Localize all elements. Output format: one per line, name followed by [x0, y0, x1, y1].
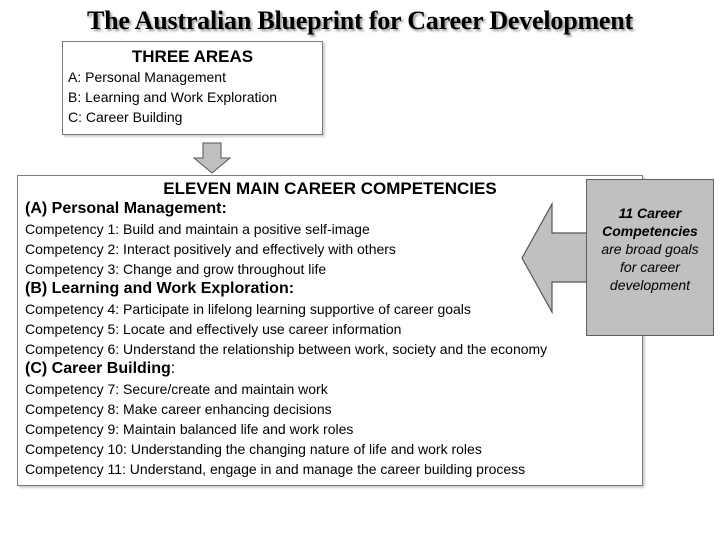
competency-item: Competency 9: Maintain balanced life and work roles — [25, 421, 354, 437]
section-a-heading: (A) Personal Management: — [25, 200, 227, 217]
section-c-label: (C) Career Building — [25, 360, 171, 377]
area-item-b: B: Learning and Work Exploration — [68, 89, 278, 105]
callout-line-2: Competencies — [602, 223, 698, 239]
section-c-heading — [18, 359, 642, 379]
callout-line-5: development — [609, 277, 691, 293]
competencies-heading: ELEVEN MAIN CAREER COMPETENCIES — [163, 179, 497, 198]
callout-box — [586, 179, 714, 336]
down-arrow-icon — [190, 142, 234, 175]
section-c-colon: : — [170, 360, 176, 377]
competency-item: Competency 5: Locate and effectively use career information — [25, 321, 402, 337]
competency-item: Competency 10: Understanding the changing nature of life and work roles — [25, 441, 482, 457]
three-areas-box — [62, 41, 323, 135]
callout-line-3: are broad goals — [601, 241, 699, 257]
competency-item: Competency 4: Participate in lifelong learning supportive of career goals — [25, 301, 471, 317]
page-title: The Australian Blueprint for Career Development — [87, 6, 633, 35]
three-areas-heading: THREE AREAS — [131, 47, 254, 66]
competency-item: Competency 7: Secure/create and maintain work — [25, 381, 328, 397]
left-arrow-icon — [518, 200, 590, 318]
area-item-c: C: Career Building — [68, 109, 183, 125]
competency-item: Competency 8: Make career enhancing decisions — [25, 401, 332, 417]
competency-item: Competency 1: Build and maintain a positive self-image — [25, 221, 370, 237]
competency-item: Competency 6: Understand the relationship between work, society and the economy — [25, 341, 548, 357]
competency-item: Competency 3: Change and grow throughout life — [25, 261, 327, 277]
section-b-heading: (B) Learning and Work Exploration: — [25, 280, 295, 297]
callout-line-4: for career — [620, 259, 680, 275]
competency-item: Competency 11: Understand, engage in and manage the career building process — [25, 461, 526, 477]
callout-line-1: 11 Career — [618, 205, 682, 221]
area-item-a: A: Personal Management — [68, 69, 226, 85]
competency-item: Competency 2: Interact positively and effectively with others — [25, 241, 396, 257]
